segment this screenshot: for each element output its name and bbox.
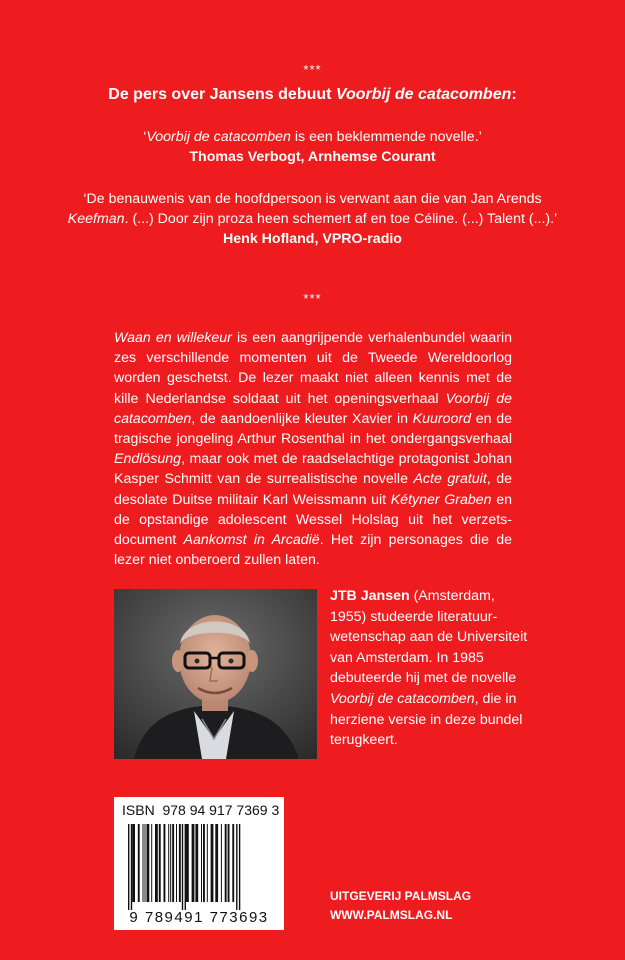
quote-1-text: is een beklemmende novelle.’	[290, 129, 482, 145]
barcode-guard-bar	[128, 824, 129, 910]
barcode-bar	[186, 824, 189, 902]
publisher-website: WWW.PALMSLAG.NL	[330, 908, 453, 922]
isbn-label: ISBN	[122, 802, 155, 818]
barcode-bar	[228, 824, 230, 902]
barcode-bar	[215, 824, 218, 902]
barcode-bar	[155, 824, 158, 902]
barcode-bar	[168, 824, 169, 902]
quote-2-text-b: . (...) Door zijn proza heen schemert af en toe Céline. (...) Talent (...).’	[124, 211, 558, 227]
desc-title-5: Acte gratuit	[413, 471, 487, 488]
barcode-bar	[170, 824, 171, 902]
barcode-bar	[211, 824, 214, 902]
desc-text-1: is een aangrijpende verhalenbundel waarin zes verschillende momenten uit de Tweede Wereldoorlog worden geschetst. De lezer maakt niet alleen kennis met de kille Nederlandse soldaat uit het openingsverhaal	[114, 330, 512, 407]
quote-2-text-a: ‘De benauwenis van de hoofdpersoon is verwant aan die van Jan Arends	[83, 191, 542, 207]
bio-text-a: (Amsterdam, 1955) studeerde literatuur-wetenschap aan de Universiteit van Amsterdam. In 1985 debuteerde hij met de novelle	[330, 588, 528, 687]
quote-1-title: Voorbij de catacomben	[146, 129, 291, 145]
author-portrait-image	[114, 589, 317, 759]
press-heading	[0, 86, 625, 104]
press-heading-title: Voorbij de catacomben	[335, 86, 512, 103]
barcode-bar	[159, 824, 161, 902]
isbn-text	[122, 802, 279, 818]
bio-book-title: Voorbij de catacomben	[330, 690, 475, 707]
barcode-bar	[172, 824, 174, 902]
barcode-guard-bar	[236, 824, 237, 910]
barcode-bars	[116, 824, 282, 910]
publisher-info	[330, 887, 471, 925]
barcode-bar	[151, 824, 152, 902]
desc-title-2: Voorbij de catacomben	[114, 390, 512, 427]
barcode-bar	[201, 824, 202, 902]
barcode-bar	[195, 824, 198, 902]
desc-title-6: Kétyner Graben	[390, 491, 492, 508]
desc-text-5: , de desolate Duitse militair Karl Weissmann uit	[114, 471, 512, 508]
barcode-guard-bar	[182, 824, 183, 910]
quote-2-attribution: Henk Hofland, VPRO-radio	[223, 231, 402, 247]
barcode-guard-bar	[131, 824, 132, 910]
barcode-guard-bar	[239, 824, 240, 910]
press-quote-1	[60, 127, 565, 167]
desc-title-7: Aankomst in Arcadië	[183, 532, 320, 549]
author-name: JTB Jansen	[330, 588, 410, 604]
barcode-bar	[207, 824, 208, 902]
press-quote-2	[60, 189, 565, 249]
barcode-bar	[138, 824, 140, 902]
separator-top: ***	[303, 62, 322, 77]
press-heading-suffix: :	[511, 86, 517, 103]
barcode-bar	[179, 824, 181, 902]
barcode-bar	[143, 824, 144, 902]
desc-title-3: Kuuroord	[412, 410, 472, 427]
bio-text-b: , die in herziene versie in deze bundel terugkeert.	[330, 690, 523, 749]
desc-text-3: en de tragische jongeling Arthur Rosenthal in het ondergangsverhaal	[114, 410, 512, 448]
desc-title-4: Endlösung	[114, 451, 182, 468]
quote-1-attribution: Thomas Verbogt, Arnhemse Courant	[189, 149, 436, 165]
barcode-bar	[132, 824, 135, 902]
barcode-bar	[192, 824, 195, 902]
desc-text-2: , de aandoenlijke kleuter Xavier in	[191, 410, 413, 427]
barcode-bar	[232, 824, 234, 902]
desc-text-7: . Het zijn personages die de lezer niet onberoerd zullen laten.	[114, 532, 512, 569]
barcode-bar	[176, 824, 177, 902]
quote-2-title: Keefman	[67, 211, 125, 227]
desc-text-4: , maar ook met de raadselachtige protagonist Johan Kasper Schmitt van de surrealistische novelle	[114, 451, 512, 488]
author-photo	[114, 589, 317, 759]
barcode-bar	[225, 824, 227, 902]
desc-title-1: Waan en willekeur	[114, 330, 232, 346]
book-description	[114, 328, 512, 570]
barcode-bar	[147, 824, 150, 902]
desc-text-6: en de opstandige adolescent Wessel Holslag uit het verzets-document	[114, 491, 512, 549]
quote-1-open: ‘	[143, 129, 147, 145]
isbn-number: 978 94 917 7369 3	[162, 802, 280, 818]
barcode-bar	[221, 824, 222, 902]
barcode-guard-bar	[185, 824, 186, 910]
isbn-barcode	[114, 797, 284, 930]
barcode-bar	[145, 824, 146, 902]
barcode-number: 9 789491 773693	[129, 909, 269, 926]
barcode-bar	[164, 824, 166, 902]
press-heading-prefix: De pers over Jansens debuut	[108, 86, 336, 103]
separator-middle: ***	[303, 291, 322, 306]
publisher-name: UITGEVERIJ PALMSLAG	[330, 889, 472, 903]
author-bio	[330, 586, 530, 751]
barcode-bar	[203, 824, 205, 902]
